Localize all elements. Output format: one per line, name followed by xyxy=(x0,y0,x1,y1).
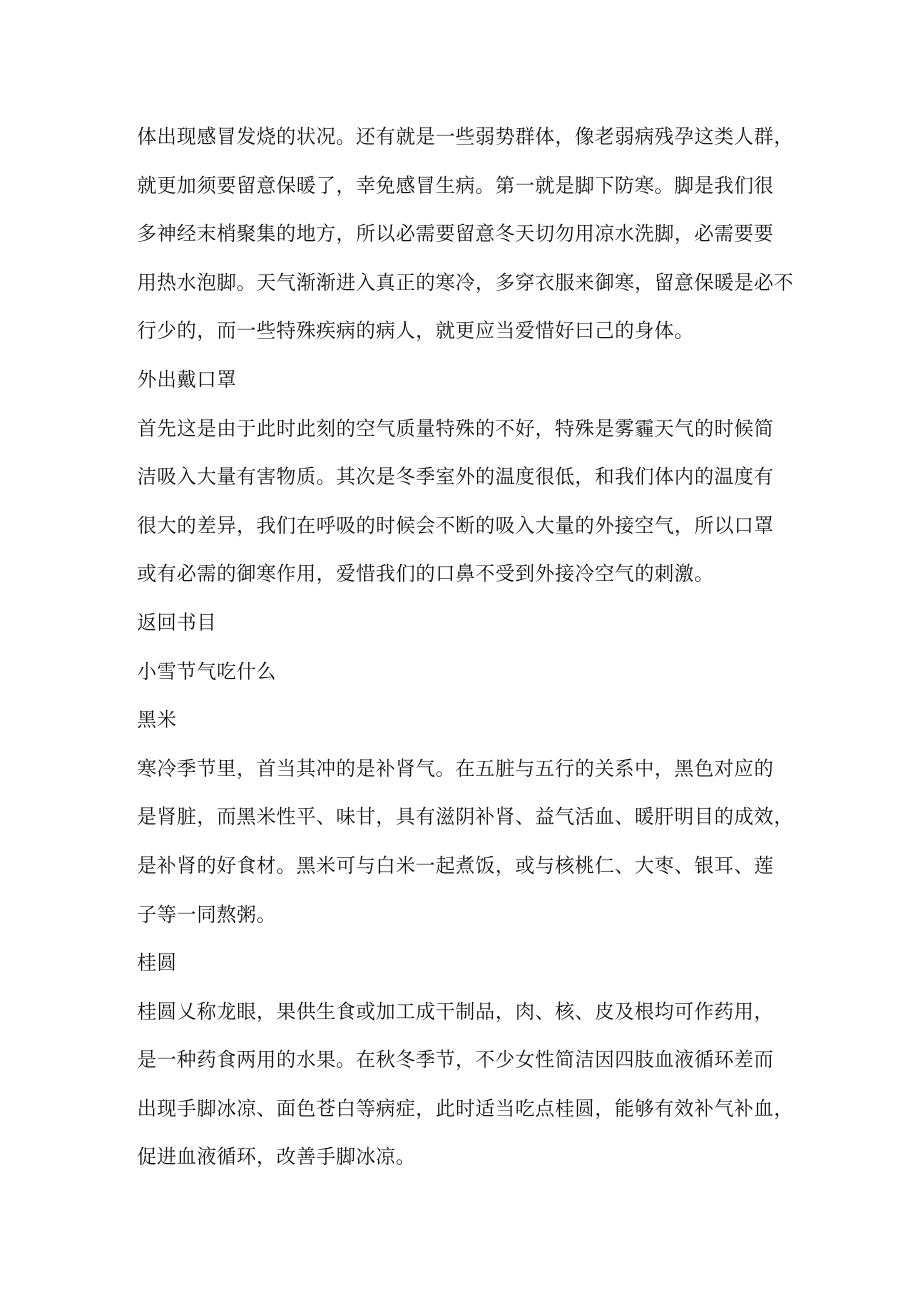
text-line: 体出现感冒发烧的状况。还有就是一些弱势群体，像老弱病残孕这类人群， xyxy=(137,125,794,148)
text-line: 促进血液循环，改善手脚冰凉。 xyxy=(137,1145,416,1169)
text-line: 用热水泡脚。天气渐渐进入真正的寒冷，多穿衣服来御寒，留意保暖是必不 xyxy=(137,270,794,294)
section-heading: 外出戴口罩 xyxy=(137,367,237,391)
text-line: 首先这是由于此时此刻的空气质量特殊的不好，特殊是雾霾天气的时候简 xyxy=(137,416,774,440)
text-line: 是补肾的好食材。黑米可与白米一起煮饭，或与核桃仁、大枣、银耳、莲 xyxy=(137,853,774,877)
text-line: 就更加须要留意保暖了，幸免感冒生病。第一就是脚下防寒。脚是我们很 xyxy=(137,173,774,197)
text-line: 很大的差异，我们在呼吸的时候会不断的吸入大量的外接空气，所以口罩 xyxy=(137,513,774,537)
text-line: 子等一同熬粥。 xyxy=(137,902,277,926)
text-line: 行少的，而一些特殊疾病的病人，就更应当爱惜好曰己的身体。 xyxy=(137,319,695,343)
document-body xyxy=(137,113,797,1182)
text-line: 是肾脏，而黑米性平、味甘，具有滋阴补肾、益气活血、暖肝明目的成效， xyxy=(137,805,794,829)
section-heading: 黑米 xyxy=(137,708,177,732)
back-to-contents-text: 返回书目 xyxy=(137,610,217,634)
text-line: 是一种药食两用的水果。在秋冬季节，不少女性简洁因四肢血液循环差而 xyxy=(137,1048,774,1072)
text-line: 或有必需的御寒作用，爱惜我们的口鼻不受到外接冷空气的刺激。 xyxy=(137,562,715,586)
text-line: 寒冷季节里，首当其冲的是补肾气。在五脏与五行的关系中，黑色对应的 xyxy=(137,756,774,780)
text-line: 出现手脚冰凉、面色苍白等病症，此时适当吃点桂圆，能够有效补气补血， xyxy=(137,1096,794,1120)
text-line: 洁吸入大量有害物质。其次是冬季室外的温度很低，和我们体内的温度有 xyxy=(137,465,774,489)
section-heading: 桂圆 xyxy=(137,951,177,975)
section-heading: 小雪节气吃什么 xyxy=(137,659,277,683)
text-line: 桂圆乂称龙眼，果供生食或加工成干制品，肉、核、皮及根均可作药用， xyxy=(137,999,774,1023)
text-line: 多神经末梢聚集的地方，所以必需要留意冬天切勿用凉水洗脚，必需要要 xyxy=(137,222,774,246)
